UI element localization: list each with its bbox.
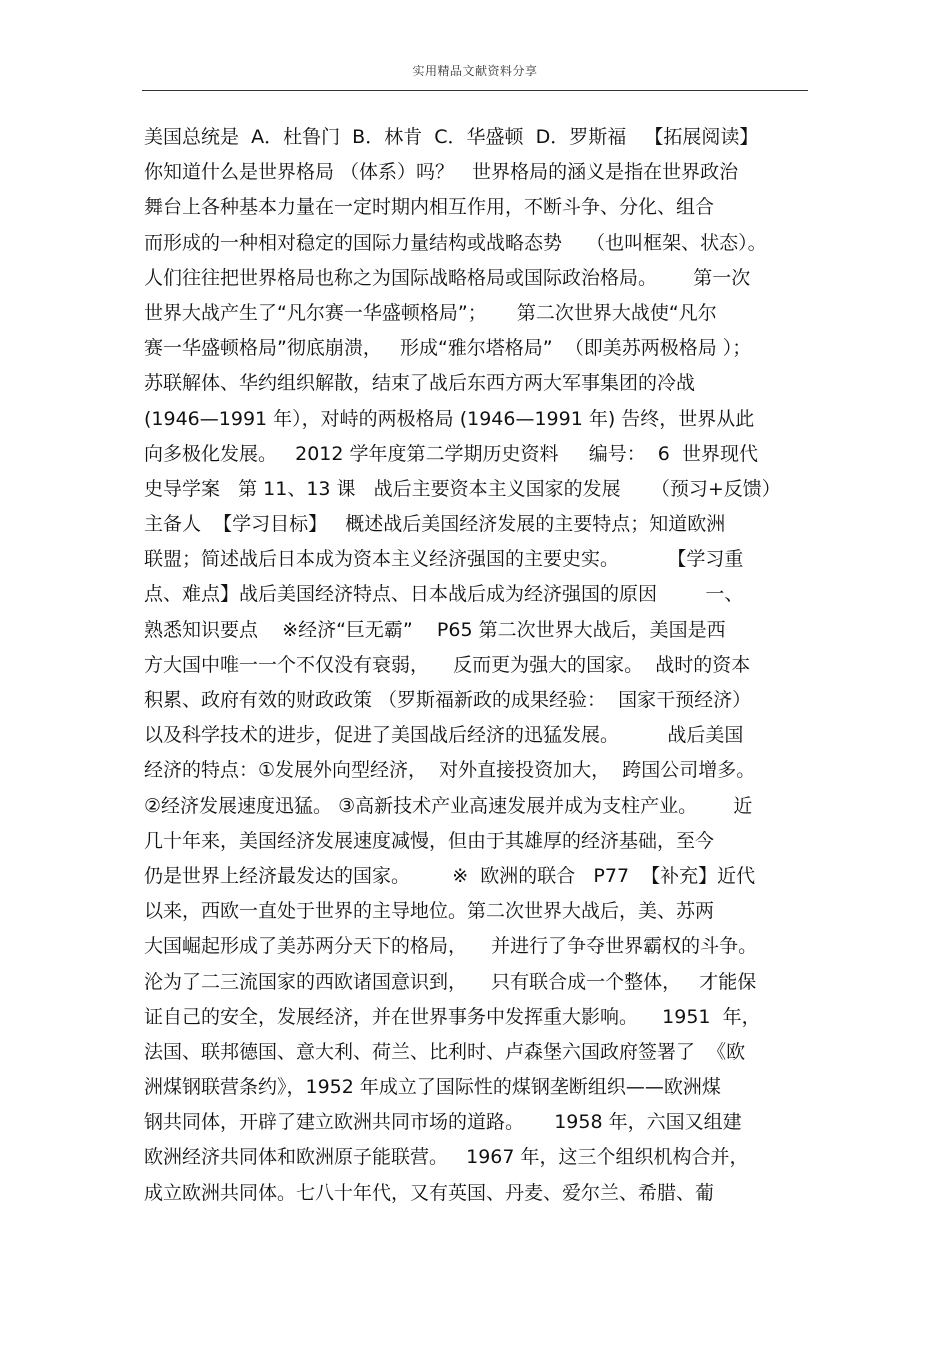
text-line: 世界大战产生了“凡尔赛一华盛顿格局”； 第二次世界大战使“凡尔 (144, 301, 717, 324)
text-line: 向多极化发展。 2012 学年度第二学期历史资料 编号： 6 世界现代 (144, 442, 758, 465)
text-line: (1946—1991 年），对峙的两极格局 (1946—1991 年) 告终，世界从此 (144, 407, 755, 430)
text-line: ②经济发展速度迅猛。 ③高新技术产业高速发展并成为支柱产业。 近 (144, 794, 753, 817)
text-line: 熟悉知识要点 ※经济“巨无霸” P65 第二次世界大战后，美国是西 (144, 618, 726, 641)
text-line: 几十年来，美国经济发展速度减慢，但由于其雄厚的经济基础，至今 (144, 829, 715, 852)
text-line: 成立欧洲共同体。七八十年代，又有英国、丹麦、爱尔兰、希腊、葡 (144, 1181, 715, 1204)
text-line: 积累、政府有效的财政政策 （罗斯福新政的成果经验： 国家干预经济） (144, 689, 752, 711)
text-line: 洲煤钢联营条约》，1952 年成立了国际性的煤钢垄断组织——欧洲煤 (144, 1076, 721, 1099)
document-body (144, 120, 824, 1211)
header-divider (142, 90, 808, 91)
page-header: 实用精品文献资料分享 (412, 64, 538, 78)
text-line: 史导学案 第 11、13 课 战后主要资本主义国家的发展 （预习+反馈） (144, 477, 781, 500)
text-line: 方大国中唯一一个不仅没有衰弱， 反而更为强大的国家。 战时的资本 (144, 653, 751, 676)
text-line: 大国崛起形成了美苏两分天下的格局， 并进行了争夺世界霸权的斗争。 (144, 935, 758, 958)
text-line: 经济的特点：①发展外向型经济， 对外直接投资加大， 跨国公司增多。 (144, 759, 756, 782)
text-line: 点、难点】战后美国经济特点、日本战后成为经济强国的原因 一、 (144, 583, 744, 606)
text-line: 联盟；简述战后日本成为资本主义经济强国的主要史实。 【学习重 (144, 548, 744, 571)
text-line: 而形成的一种相对稳定的国际力量结构或战略态势 （也叫框架、状态）。 (144, 231, 767, 254)
text-line: 沦为了二三流国家的西欧诸国意识到， 只有联合成一个整体， 才能保 (144, 970, 757, 993)
text-line: 以来，西欧一直处于世界的主导地位。第二次世界大战后，美、苏两 (144, 900, 715, 923)
text-line: 赛一华盛顿格局”彻底崩溃， 形成“雅尔塔格局” （即美苏两极格局 ）； (144, 337, 752, 360)
text-line: 以及科学技术的进步，促进了美国战后经济的迅猛发展。 战后美国 (144, 724, 744, 747)
text-line: 美国总统是 A．杜鲁门 B．林肯 C．华盛顿 D．罗斯福 【拓展阅读】 (144, 126, 759, 148)
text-line: 你知道什么是世界格局 （体系）吗？ 世界格局的涵义是指在世界政治 (144, 161, 739, 184)
text-line: 人们往往把世界格局也称之为国际战略格局或国际政治格局。 第一次 (144, 266, 751, 289)
text-line: 主备人 【学习目标】 概述战后美国经济发展的主要特点；知道欧洲 (144, 513, 726, 536)
text-line: 钢共同体，开辟了建立欧洲共同市场的道路。 1958 年，六国又组建 (144, 1111, 742, 1134)
text-line: 欧洲经济共同体和欧洲原子能联营。 1967 年，这三个组织机构合并， (144, 1146, 749, 1169)
text-line: 法国、联邦德国、意大利、荷兰、比利时、卢森堡六国政府签署了 《欧 (144, 1040, 746, 1063)
text-line: 仍是世界上经济最发达的国家。 ※ 欧洲的联合 P77 【补充】近代 (144, 864, 756, 887)
text-line: 舞台上各种基本力量在一定时期内相互作用，不断斗争、分化、组合 (144, 196, 715, 219)
text-line: 证自己的安全，发展经济，并在世界事务中发挥重大影响。 1951 年， (144, 1005, 761, 1028)
text-line: 苏联解体、华约组织解散，结束了战后东西方两大军事集团的冷战 (144, 372, 696, 395)
